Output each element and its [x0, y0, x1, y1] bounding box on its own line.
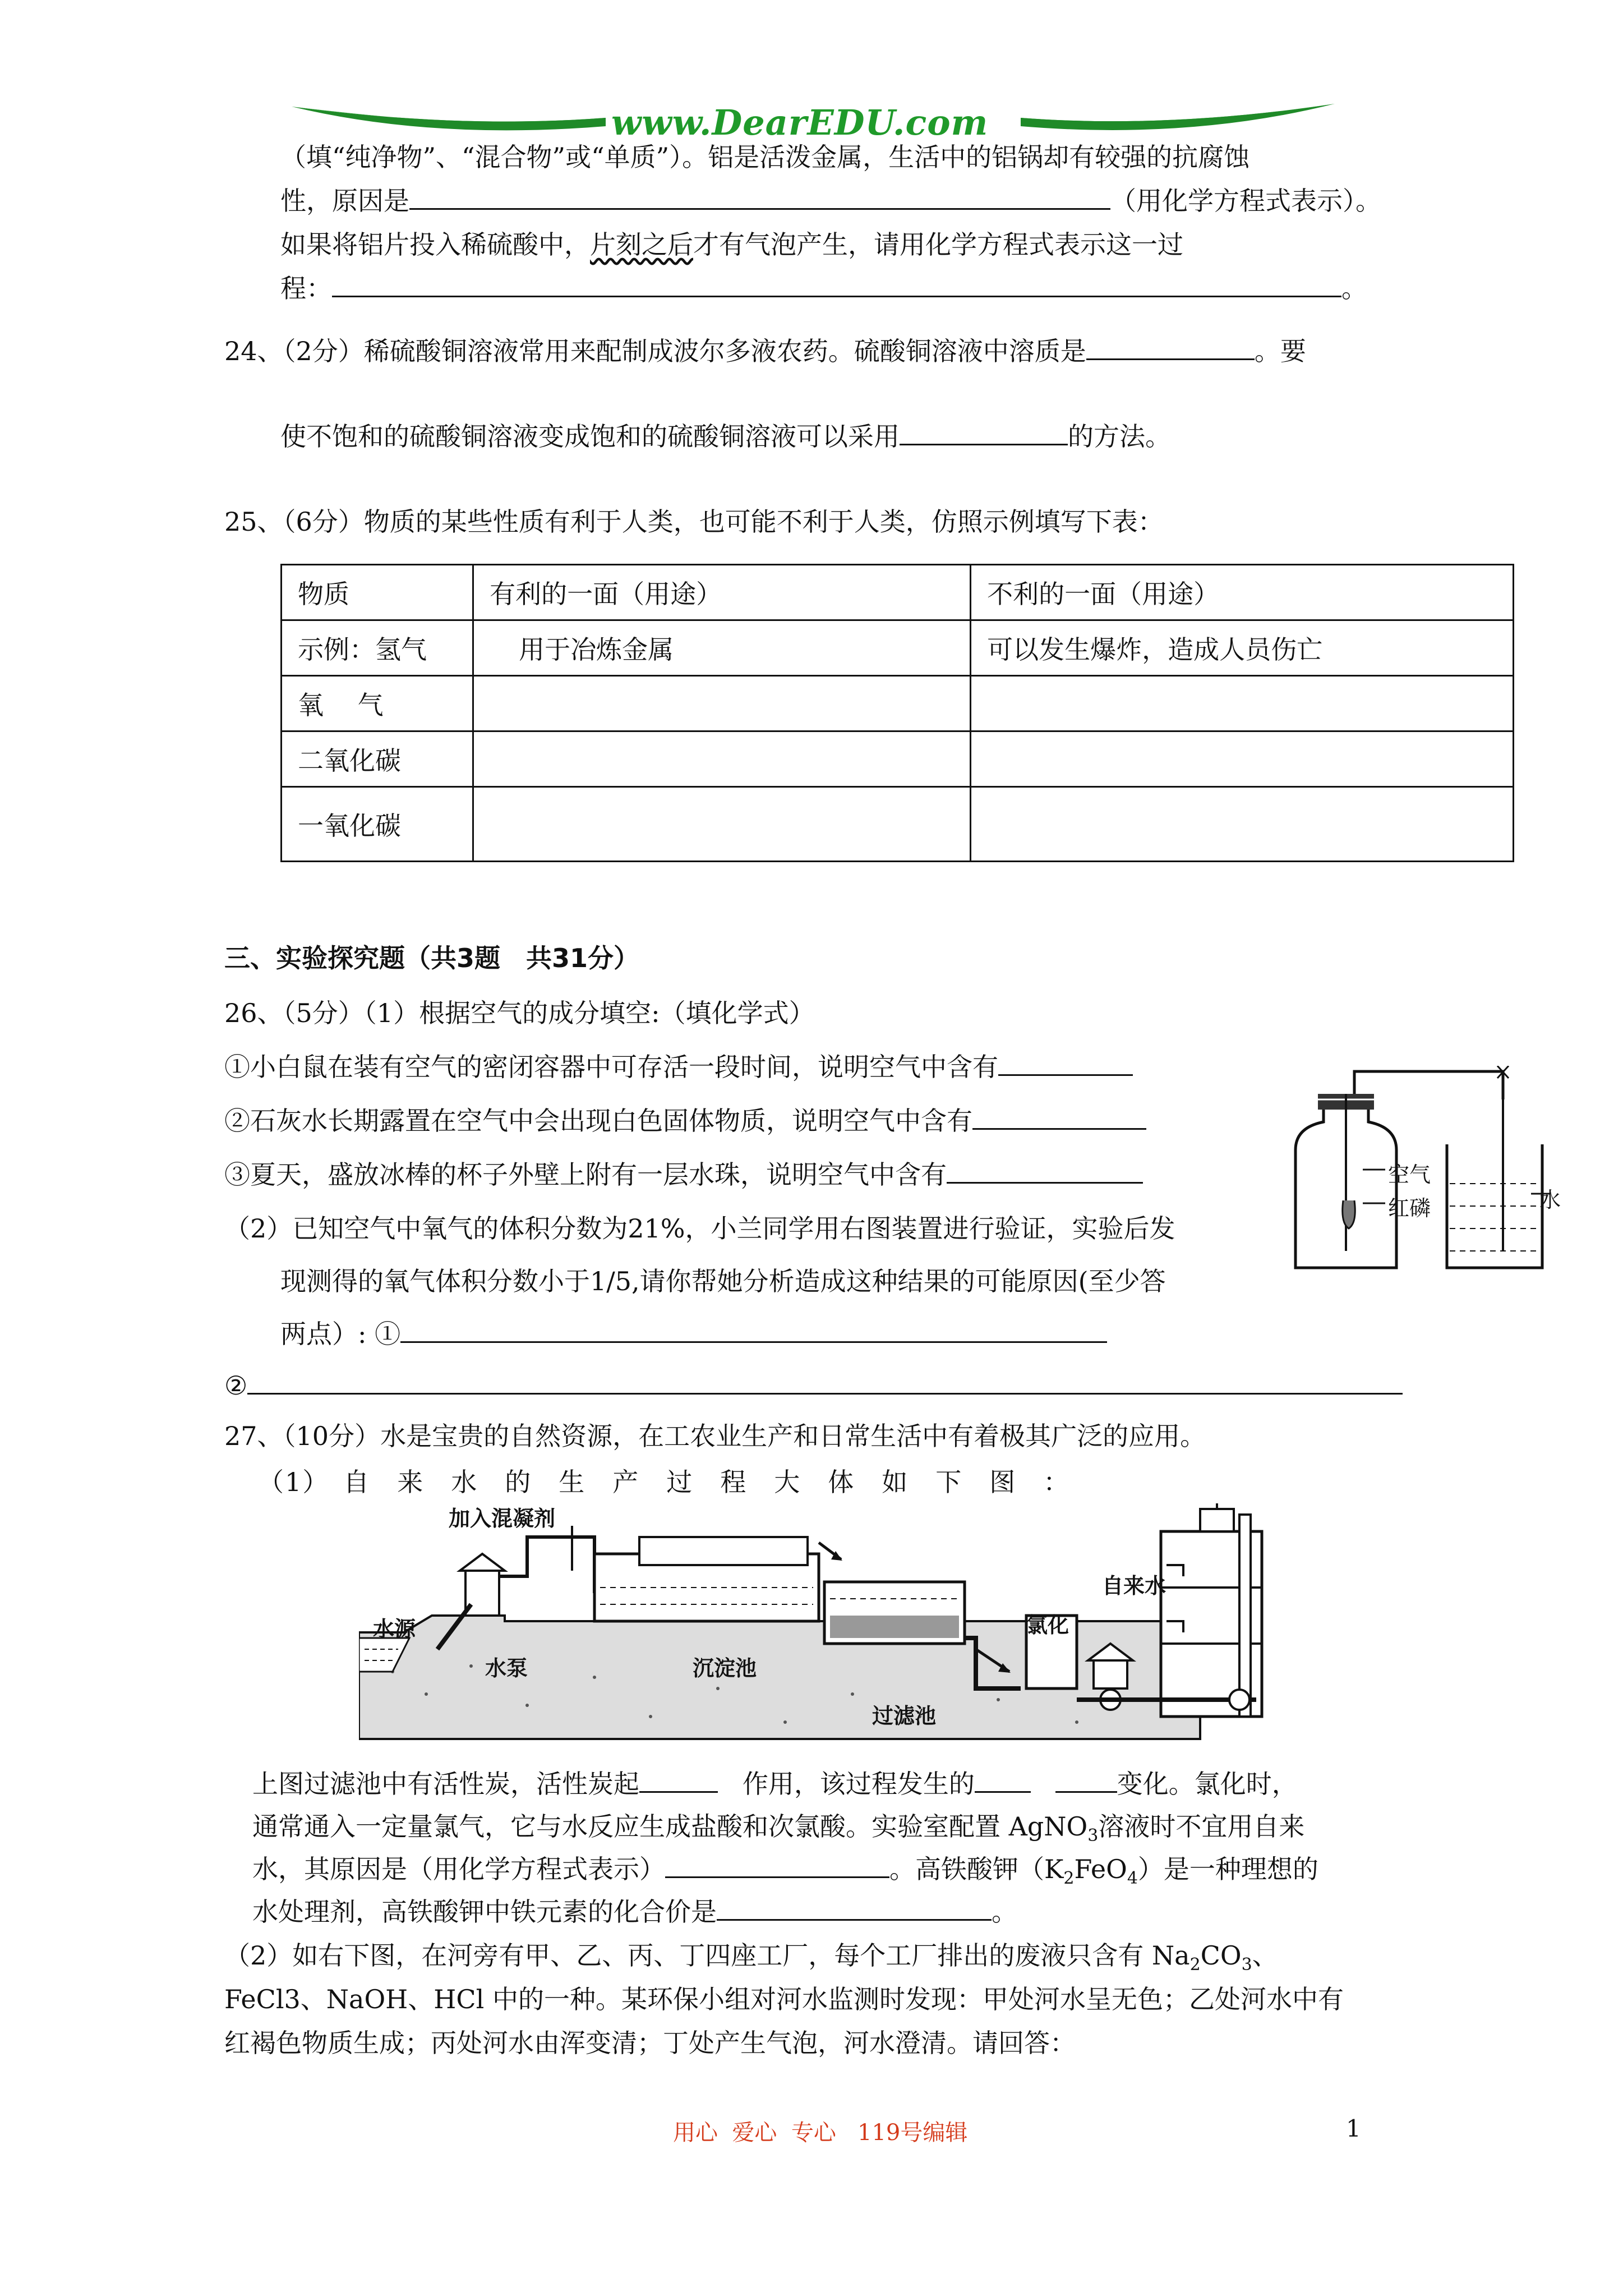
- q26-part2-line3: 两点）: ①: [280, 1317, 1107, 1351]
- table-cell: 可以发生爆炸，造成人员伤亡: [971, 620, 1514, 676]
- q23-line4: 程： 。: [280, 273, 1367, 303]
- waterworks-diagram: [359, 1503, 1301, 1750]
- footer-text: 用心 爱心 专心 119号编辑: [673, 2120, 968, 2146]
- table-cell: 物质: [282, 565, 473, 620]
- table-row: [282, 620, 1514, 676]
- diagram-label-filter: 过滤池: [872, 1704, 937, 1728]
- diagram-label-tapwater: 自来水: [1102, 1573, 1166, 1598]
- table-cell: 氧 气: [282, 676, 473, 731]
- table-cell-answer[interactable]: [971, 676, 1514, 731]
- q23-line1: （填“纯净物”、“混合物”或“单质”）。铝是活泼金属，生活中的铝锅却有较强的抗腐蚀: [280, 142, 1250, 172]
- q24-line1: 24、（2分）稀硫酸铜溶液常用来配制成波尔多液农药。硫酸铜溶液中溶质是 。要: [224, 336, 1306, 366]
- q23-line2: 性，原因是 （用化学方程式表示）。: [280, 186, 1381, 216]
- q27-p1-line4: 水处理剂，高铁酸钾中铁元素的化合价是 。: [252, 1897, 1017, 1927]
- table-cell-answer[interactable]: [473, 787, 971, 862]
- q27-intro: 27、（10分）水是宝贵的自然资源，在工农业生产和日常生活中有着极其广泛的应用。: [224, 1421, 1206, 1451]
- table-cell-answer[interactable]: [971, 731, 1514, 787]
- table-cell: 不利的一面（用途）: [971, 565, 1514, 620]
- table-cell-answer[interactable]: [971, 787, 1514, 862]
- q26-item2: ②石灰水长期露置在空气中会出现白色固体物质，说明空气中含有: [224, 1104, 1146, 1138]
- q26-part2-line1: （2）已知空气中氧气的体积分数为21%，小兰同学用右图装置进行验证，实验后发: [224, 1213, 1175, 1244]
- table-cell: 一氧化碳: [282, 787, 473, 862]
- q24-line2: 使不饱和的硫酸铜溶液变成饱和的硫酸铜溶液可以采用 的方法。: [280, 421, 1171, 452]
- table-header-row: [282, 565, 1514, 620]
- q27-p1-line2: 通常通入一定量氯气，它与水反应生成盐酸和次氯酸。实验室配置 AgNO$_3$溶液时不宜用自来: [252, 1811, 1305, 1846]
- q26-part2-line4: ②: [224, 1369, 1403, 1402]
- diagram-label-chlorination: 氯化: [1026, 1613, 1069, 1637]
- q26-item3: ③夏天，盛放冰棒的杯子外壁上附有一层水珠，说明空气中含有: [224, 1158, 1143, 1191]
- table-row: [282, 731, 1514, 787]
- table-cell: 示例：氢气: [282, 620, 473, 676]
- diagram-label-coagulant: 加入混凝剂: [449, 1506, 556, 1531]
- site-url: www.DearEDU.com: [611, 102, 989, 143]
- diagram-label-source: 水源: [373, 1617, 416, 1641]
- q27-part1-title: （1） 自 来 水 的 生 产 过 程 大 体 如 下 图 ：: [258, 1467, 1071, 1497]
- table-row: [282, 676, 1514, 731]
- q27-part2-line2: FeCl3、NaOH、HCl 中的一种。某环保小组对河水监测时发现：甲处河水呈无色；乙处河水中有: [224, 1984, 1344, 2014]
- diagram-label-sediment: 沉淀池: [693, 1656, 757, 1681]
- q27-p1-line3: 水，其原因是（用化学方程式表示） 。高铁酸钾$(K_2FeO_4)$是一种理想的: [252, 1854, 1318, 1889]
- q23-line3: 如果将铝片投入稀硫酸中，片刻之后才有气泡产生，请用化学方程式表示这一过: [280, 229, 1183, 260]
- table-cell-answer[interactable]: [473, 676, 971, 731]
- q27-part2-line3: 红褐色物质生成；丙处河水由浑变清；丁处产生气泡，河水澄清。请回答：: [224, 2028, 1076, 2058]
- page-number: 1: [1346, 2115, 1361, 2142]
- q25-intro: 25、（6分）物质的某些性质有利于人类，也可能不利于人类，仿照示例填写下表：: [224, 507, 1164, 537]
- q27-part2-line1: （2）如右下图，在河旁有甲、乙、丙、丁四座工厂，每个工厂排出的废液只含有 $Na_2CO_3$、: [224, 1940, 1278, 1975]
- q26-item1: ①小白鼠在装有空气的密闭容器中可存活一段时间，说明空气中含有: [224, 1050, 1133, 1084]
- q26-intro: 26、（5分）（1）根据空气的成分填空:（填化学式）: [224, 998, 815, 1028]
- section-title: 三、实验探究题（共3题 共31分）: [224, 943, 640, 973]
- table-cell-answer[interactable]: [473, 731, 971, 787]
- table-cell: 二氧化碳: [282, 731, 473, 787]
- diagram-label-phosphorus: 红磷: [1388, 1196, 1431, 1221]
- diagram-label-pump: 水泵: [485, 1656, 528, 1681]
- diagram-label-air: 空气: [1388, 1162, 1431, 1187]
- q25-table: [280, 564, 1514, 862]
- table-row: [282, 787, 1514, 862]
- table-cell: 用于冶炼金属: [473, 620, 971, 676]
- diagram-label-water: 水: [1539, 1188, 1561, 1212]
- q26-part2-line2: 现测得的氧气体积分数小于1/5,请你帮她分析造成这种结果的可能原因(至少答: [280, 1266, 1166, 1296]
- table-cell: 有利的一面（用途）: [473, 565, 971, 620]
- q27-p1-line1: 上图过滤池中有活性炭，活性炭起 作用，该过程发生的 变化。氯化时，: [252, 1769, 1298, 1799]
